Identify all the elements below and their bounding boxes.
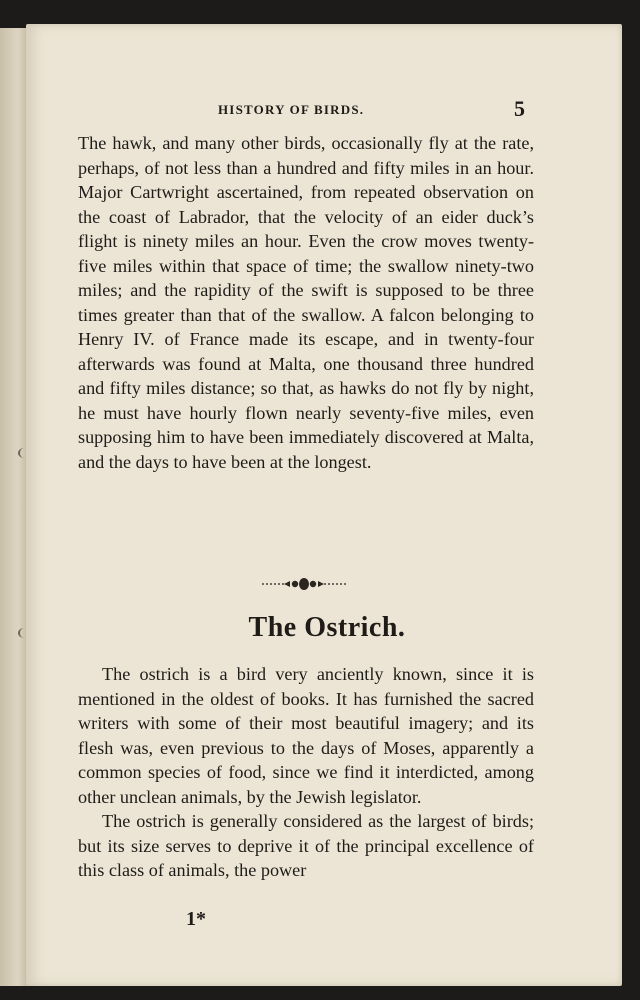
paragraph: The ostrich is generally considered as the largest of birds; but its size serves to deprive it of the principal excellence of this class of animals, the power — [78, 811, 534, 880]
book-page — [26, 24, 622, 986]
running-head — [26, 96, 622, 124]
ornamental-divider-icon — [262, 576, 346, 592]
running-title: HISTORY OF BIRDS. — [218, 102, 365, 117]
section-title: The Ostrich. — [248, 612, 406, 643]
page-number: 5 — [514, 96, 525, 121]
section-body-text — [78, 662, 534, 883]
paragraph: The ostrich is a bird very anciently known, since it is mentioned in the oldest of books. It has furnished the sacred writers with some of their most beautiful imagery; and its flesh was, even previous to the days of Moses, apparently a common species of food, since we find it interdicted, among other unclean animals, by the Jewish legislator. — [78, 664, 534, 807]
body-text — [78, 131, 534, 474]
paragraph: The hawk, and many other birds, occasionally fly at the rate, perhaps, of not less than a hundred and fifty miles in an hour. Major Cartwright ascertained, from repeated observation on the coast of Labrador, that the velocity of an eider duck’s flight is ninety miles an hour. Even the crow moves twenty-five miles within that space of time; the swallow ninety-two miles; and the rapidity of the swift is supposed to be three times greater than that of the swallow. A falcon belonging to Henry IV. of France made its escape, and in twenty-four afterwards was found at Malta, one thousand three hundred and fifty miles distance; so that, as hawks do not fly by night, he must have hourly flown nearly seventy-five miles, even supposing him to have been immediately discovered at Malta, and the days to have been at the longest. — [78, 133, 534, 472]
signature-mark: 1* — [186, 908, 206, 930]
